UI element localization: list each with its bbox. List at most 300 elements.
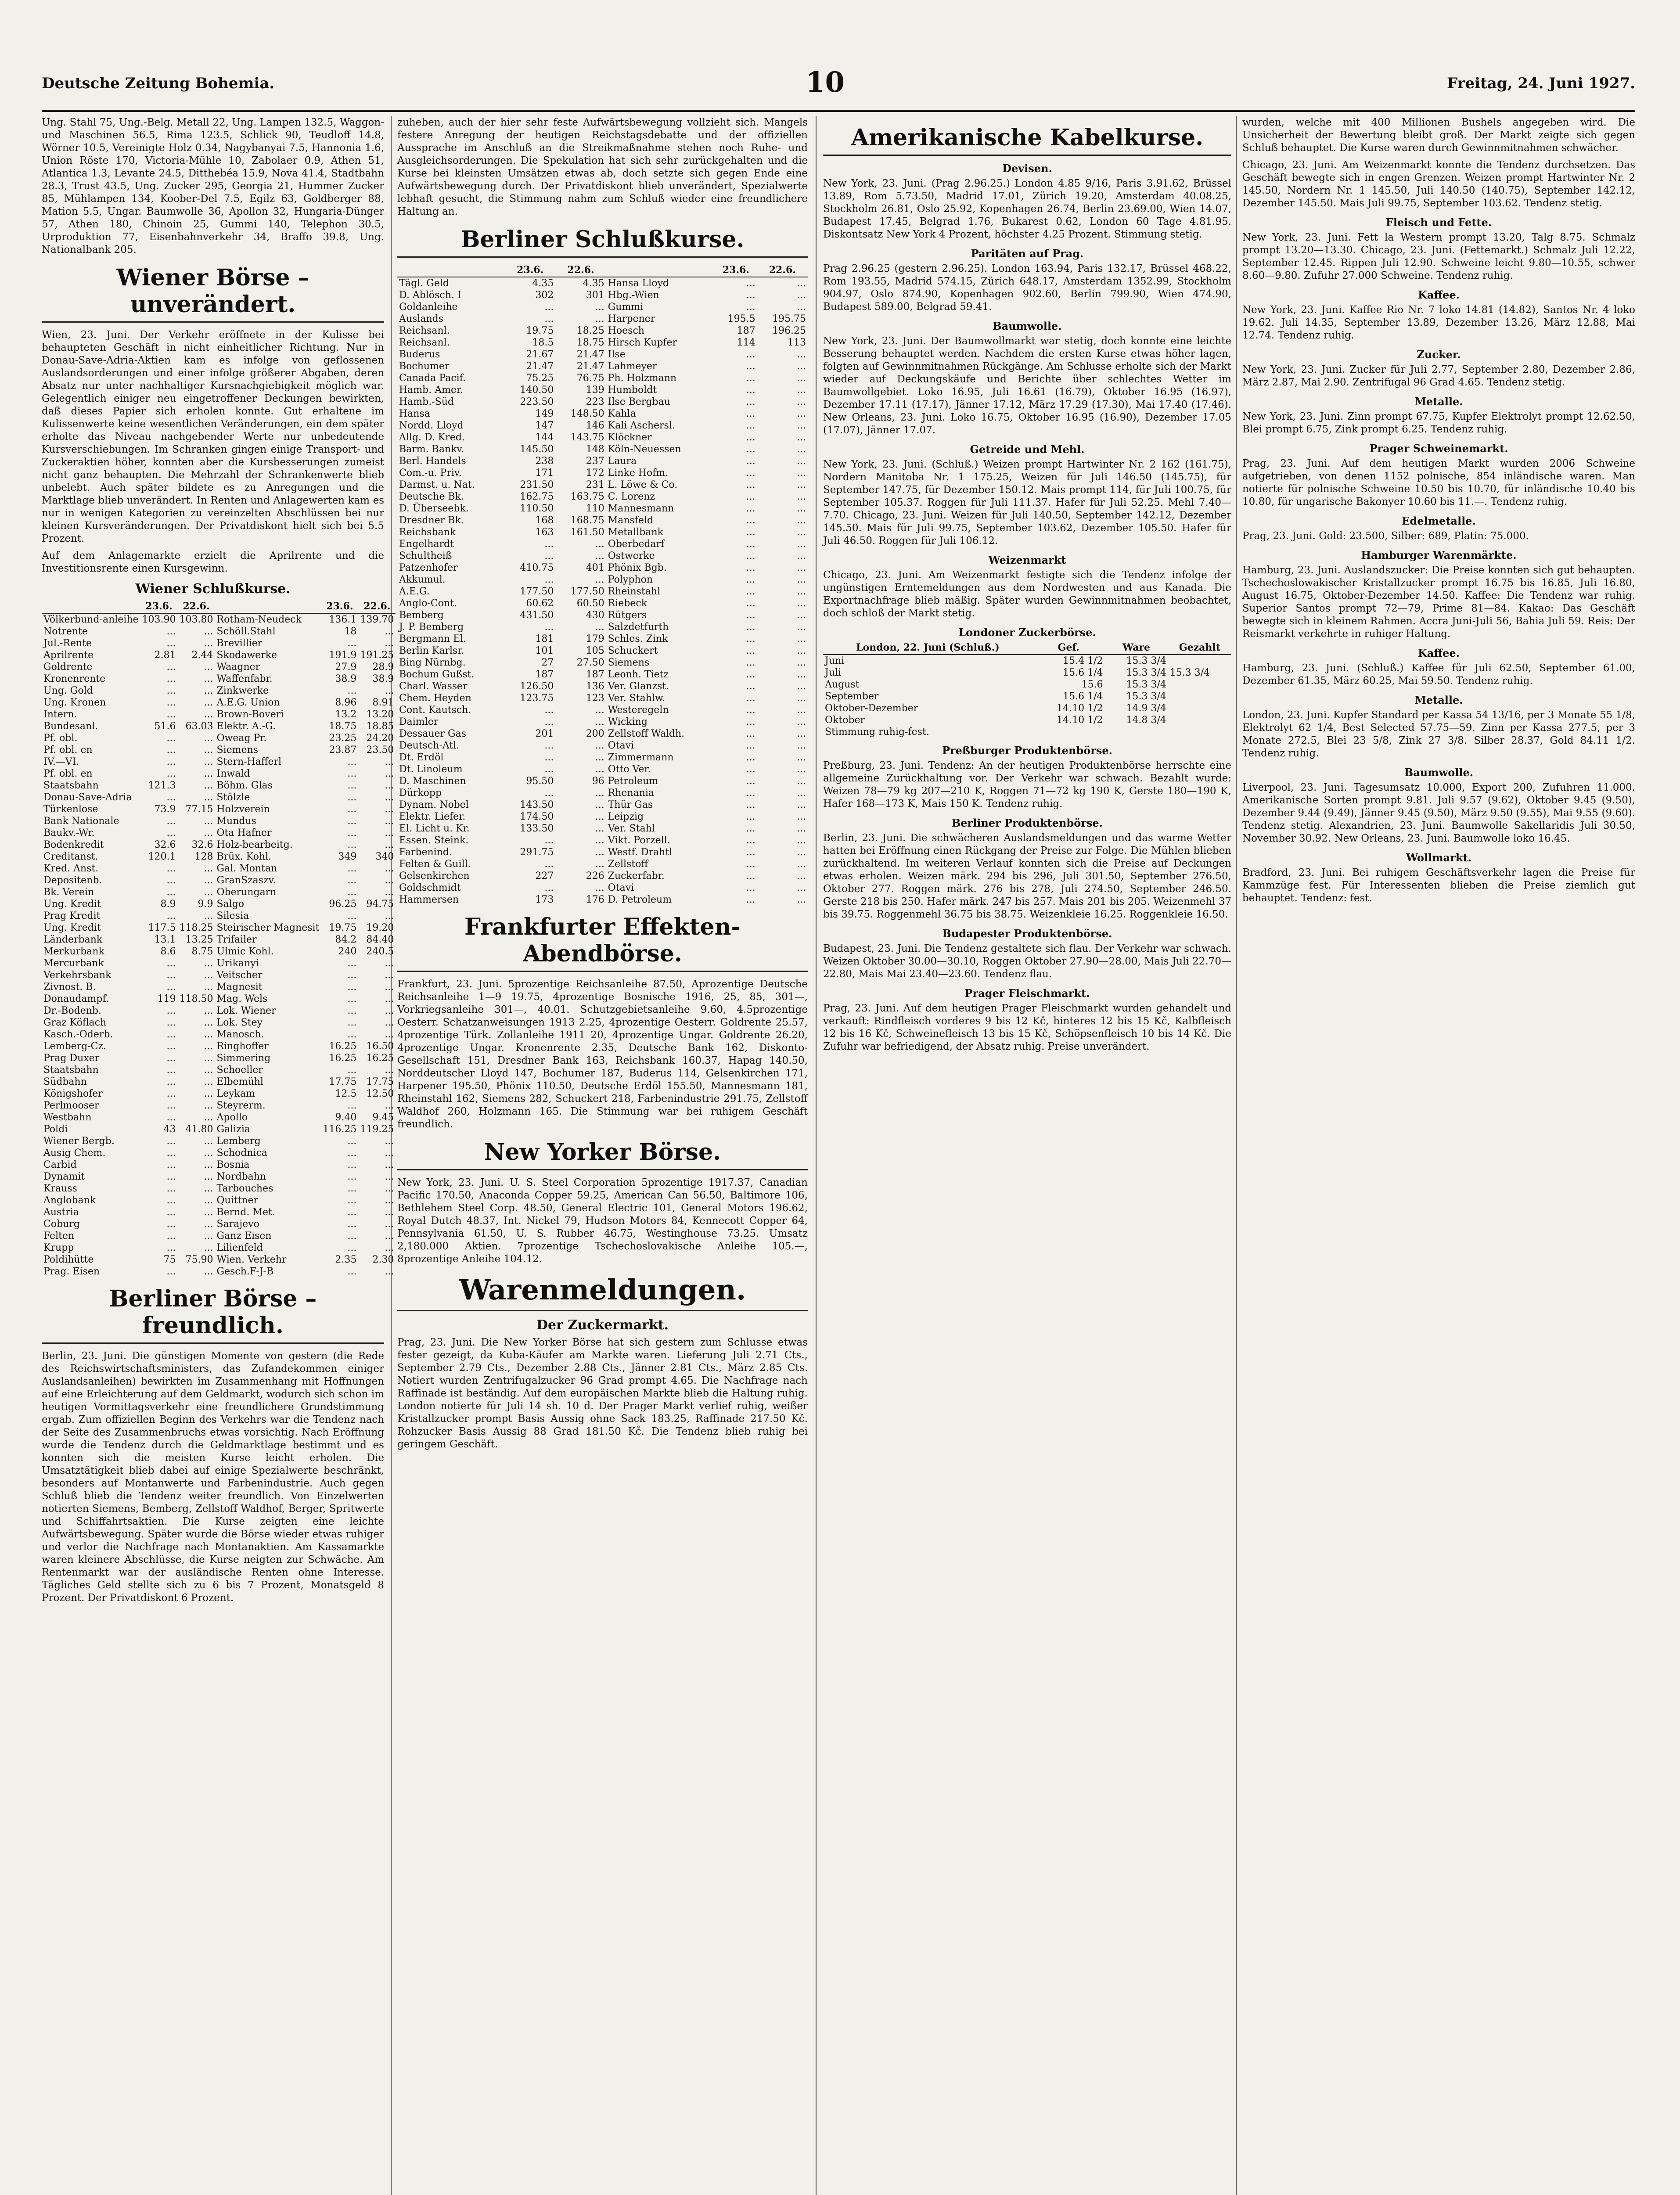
table-cell: 171 [535,468,554,479]
table-cell: 168.75 [570,515,604,526]
table-row [42,969,396,981]
table-cell: Dr.-Bodenb. [43,1005,101,1016]
table-cell: Schöll.Stahl [216,626,276,637]
table-row [42,1064,396,1076]
table-cell: Schuckert [608,645,658,656]
table-cell: L. Löwe & Co. [608,479,678,490]
table-cell: ... [166,1219,176,1230]
table-cell: 18.85 [366,721,394,732]
table-row [397,621,808,633]
table-cell: Verkehrsbank [43,970,112,981]
table-cell: 145.50 [520,444,554,455]
table-cell: ... [166,685,176,696]
table-cell: ... [204,1159,213,1170]
table-cell: Thür Gas [608,799,653,810]
table-cell: 226 [586,871,604,882]
table-cell: ... [204,863,213,874]
table-cell: ... [746,302,755,313]
table-cell: Dt. Erdöl [399,752,444,763]
table-row [42,803,396,815]
table-cell: Köln-Neuessen [608,444,681,455]
table-cell: Nordbahn [216,1171,266,1182]
table-cell: Schodnica [216,1148,268,1159]
table-cell: ... [746,290,755,301]
table-cell: ... [746,669,755,680]
table-cell: ... [204,685,213,696]
amerikanische-kabelkurse-heading: Amerikanische Kabelkurse. [823,124,1231,156]
column-rule [816,116,817,2195]
table-cell: ... [204,733,213,744]
table-cell: 15.3 3/4 [1169,667,1210,678]
table-cell: Elektr. Liefer. [399,811,466,822]
table-cell: ... [166,1088,176,1099]
table-cell: Gummi [608,302,644,313]
table-cell: ... [347,1207,357,1218]
table-row [397,337,808,349]
table-cell: Perlmooser [43,1100,99,1111]
table-cell: ... [385,1231,394,1241]
table-cell: ... [544,882,554,893]
table-cell: Schoeller [216,1065,263,1076]
table-cell: 172 [586,468,604,479]
table-cell: ... [166,1100,176,1111]
table-cell: ... [204,1112,213,1123]
table-cell: ... [797,894,806,905]
table-cell: ... [595,799,604,810]
table-cell: ... [595,859,604,870]
table-cell: Oberungarn [216,887,277,898]
paritaeten-heading: Paritäten auf Prag. [971,247,1084,260]
table-cell: ... [746,847,755,858]
berliner-boerse-headline: Berliner Börse – freundlich. [42,1285,384,1344]
table-cell: ... [385,875,394,886]
table-cell: ... [544,302,554,313]
table-cell: ... [746,811,755,822]
table-cell: Goldanleihe [399,302,458,313]
table-row [42,1183,396,1195]
table-cell: ... [166,1005,176,1016]
table-cell: ... [204,1195,213,1206]
table-row [397,313,808,325]
table-cell: ... [166,875,176,886]
table-cell: 162.75 [520,491,554,502]
table-cell: ... [204,1171,213,1182]
table-cell: Westeregeln [608,705,669,716]
kaffee-heading: Kaffee. [1417,288,1460,301]
table-cell: ... [385,1136,394,1147]
table-cell: ... [204,1088,213,1099]
table-cell: 96 [592,776,604,787]
table-cell: Salzdetfurth [608,622,669,633]
table-cell: ... [746,859,755,870]
table-cell: ... [347,1171,357,1182]
table-cell: ... [797,645,806,656]
table-cell: Ph. Holzmann [608,373,677,384]
londoner-zucker-col-header: Ware [1105,641,1168,655]
table-cell: Magnesit [216,982,263,993]
wollmarkt-report: Bradford, 23. Juni. Bei ruhigem Geschäftsverkehr lagen die Preise für Kammzüge fest. Für Interessenten blieben die Preise ziemlich gut behauptet. Tendenz: fest. [1242,867,1635,904]
column-2 [397,116,808,2195]
table-cell: 147 [535,420,554,431]
wiener-schlusskurse-heading: Wiener Schlußkurse. [135,581,291,597]
table-cell: Oberbedarf [608,539,665,550]
table-cell: 139.70 [360,614,394,625]
table-cell: ... [746,633,755,644]
table-cell: 8.9 [160,899,176,910]
londoner-zucker-table [823,641,1231,738]
table-cell: 27.9 [335,662,357,673]
table-row [42,981,396,993]
table-cell: 291.75 [520,847,554,858]
frankfurter-abendboerse-report: Frankfurt, 23. Juni. 5prozentige Reichsanleihe 87.50, Aprozentige Deutsche Reichsanleihe 1—9 19.75, 4prozentige Bosnische 1916, 25, 85, 301—, Vorkriegsanleihe 301—, 40.01. Schutzgebietsanleihe 9.60, 4.5prozentige Oesterr. Schatzanweisungen 1913 2.25, 4prozentige Oesterr. Goldrente 25.57, 4prozentige Türk. Zollanleihe 1911 20, 4prozentige Ungar. Goldrente 26.20, 4prozentige Ungar. Kronenrente 2.35, Deutsche Bank 162, Diskonto-Gesellschaft 151, Dresdner Bank 163, Reichsbank 160.37, Hapag 140.50, Norddeutscher Lloyd 147, Bochumer 187, Buderus 114, Gelsenkirchen 171, Harpener 195.50, Phönix 110.50, Deutsche Erdöl 155.50, Mannesmann 181, Rheinstahl 162, Siemens 282, Schuckert 218, Farbenindustrie 291.75, Zellstoff Waldhof 260, Holzmann 165. Die Stimmung war bei ruhigem Geschäft freundlich. [397,979,808,1130]
table-cell [1168,714,1231,726]
table-cell: Veitscher [216,970,263,981]
table-cell: ... [166,828,176,838]
table-cell: ... [204,638,213,649]
table-cell: Kasch.-Oderb. [43,1029,113,1040]
table-cell: Mannesmann [608,503,674,514]
table-cell: Siemens [608,657,650,668]
table-cell: ... [385,958,394,969]
table-cell: ... [544,705,554,716]
table-cell: El. Licht u. Kr. [399,823,470,834]
table-cell: Leipzig [608,811,644,822]
table-cell: ... [797,610,806,621]
table-row [397,704,808,716]
table-cell: 23.87 [329,745,357,756]
table-cell: Bing Nürnbg. [399,657,466,668]
table-row [397,870,808,882]
table-cell: ... [166,1053,176,1064]
table-cell: Ung. Kronen [43,697,106,708]
table-cell: ... [746,468,755,479]
table-cell: ... [746,598,755,609]
table-cell: Dynamit [43,1171,85,1182]
table-cell: Barm. Bankv. [399,444,464,455]
wiener-schlusskurse-col-header: 22.6. [178,600,215,613]
masthead [42,66,1635,112]
table-cell: ... [797,847,806,858]
metalle-report: New York, 23. Juni. Zinn prompt 67.75, Kupfer Elektrolyt prompt 12.62.50, Blei prompt 6.75, Zink prompt 6.25. Tendenz ruhig. [1242,411,1635,435]
table-cell: 18.75 [329,721,357,732]
table-cell: D. Überseebk. [399,503,469,514]
table-cell: ... [166,887,176,898]
table-cell: ... [204,780,213,791]
prager-schweinemarkt-heading: Prager Schweinemarkt. [1369,442,1508,455]
table-cell: ... [166,1207,176,1218]
table-cell: ... [595,823,604,834]
table-cell: Pf. obl. en [43,768,93,779]
table-cell: ... [204,828,213,838]
table-row [42,946,396,957]
table-cell: 240.5 [366,946,394,957]
table-cell: ... [797,278,806,289]
table-row [397,597,808,609]
table-cell: 15.3 3/4 [1126,691,1166,702]
table-cell: ... [385,768,394,779]
table-cell: Bodenkredit [43,839,104,850]
table-cell: 15.3 3/4 [1126,667,1166,678]
table-cell: Zellstoff [608,859,648,870]
table-cell: Carbid [43,1159,77,1170]
masthead-page-number: 10 [806,66,845,99]
pressburger-produktenboerse-report: Preßburg, 23. Juni. Tendenz: An der heutigen Produktenbörse herrschte eine allgemeine Zurückhaltung vor. Der Verkehr war schwach. Bezahlt wurde: Weizen 78—79 kg 207—210 K, Roggen 71—72 kg 190 K, Gerste 180—190 K, Hafer 168—173 K, Mais 150 K. Tendenz ruhig. [823,760,1231,810]
berliner-schlusskurse-col-header: 23.6. [505,264,555,277]
table-cell: 32.6 [154,839,176,850]
table-row [42,626,396,637]
table-row [823,679,1231,691]
baumwolle-heading: Baumwolle. [993,320,1062,332]
table-cell: 143.50 [520,799,554,810]
table-cell: 2.35 [335,1254,357,1265]
londoner-zuckerboerse-heading: Londoner Zuckerbörse. [958,626,1096,639]
table-cell: Reichsbank [399,527,456,538]
table-cell: 149 [535,408,554,419]
table-cell: Austria [43,1207,79,1218]
table-cell: ... [797,290,806,301]
table-cell: Aprilrente [43,650,94,661]
table-cell: ... [204,982,213,993]
table-cell: Skodawerke [216,650,277,661]
table-cell: 24.20 [366,733,394,744]
table-cell: ... [166,1171,176,1182]
table-cell: 21.47 [576,361,604,372]
table-cell: Simmering [216,1053,271,1064]
table-cell: 191.9 [329,650,357,661]
table-row [397,491,808,503]
edelmetalle-report: Prag, 23. Juni. Gold: 23.500, Silber: 689, Platin: 75.000. [1242,530,1529,542]
wiener-boerse-report: Wien, 23. Juni. Der Verkehr eröffnete in der Kulisse bei behaupteten Geschäft in nicht einheitlicher Richtung. Nur in Donau-Save-Adria-Aktien kam es infolge von geflossenen Auslandsorderungen und einer infolge größerer Abgaben, deren Absatz nur unter nachhaltiger Kursnachgiebigkeit möglich war. Gelegentlich einiger neu eingetroffener Deckungen bewirkten, daß dieses Papier sich erholen konnte. Gut erhaltene im Kulissenwerte keine wesentlichen Veränderungen, ein dem später erholte das Niveau nachgebender Werte nur unbedeutende Kursverschiebungen. Im Schranken gingen einige Transport- und Zuckeraktien höher, konnten aber die Kursbesserungen zumeist nicht ganz behaupten. Die Mehrzahl der Schrankenwerte blieb unbelebt. Auch später bildete es zu Anregungen und die Marktlage blieb unverändert. In Renten und Anlagewerten kam es nur in wenigen Kategorien zu vereinzelten Abschlüssen bei nur kleinen Kursveränderungen. Der Privatdiskont hielt sich bei 5.5 Prozent. [42,329,384,544]
table-cell: Rhenania [608,788,655,799]
table-cell: Lemberg-Cz. [43,1041,107,1052]
table-row [823,667,1231,679]
table-cell: Dynam. Nobel [399,799,469,810]
table-cell: 410.75 [520,562,554,573]
table-cell: IV.—VI. [43,756,79,767]
table-cell: 38.9 [335,673,357,684]
table-cell: ... [544,835,554,846]
table-cell: 16.25 [329,1053,357,1064]
table-cell: 196.25 [772,325,806,336]
table-cell: ... [347,1065,357,1076]
table-cell: Akkumul. [399,574,446,585]
table-cell: ... [204,1100,213,1111]
table-cell: 120.1 [148,851,176,862]
berliner-schlusskurse-col-header: 22.6. [757,264,808,277]
table-cell: ... [746,361,755,372]
table-cell: ... [544,764,554,775]
table-cell: ... [797,669,806,680]
table-cell: ... [385,839,394,850]
table-row [397,526,808,538]
table-cell: Bemberg [399,610,444,621]
table-cell: Poldihütte [43,1254,94,1265]
table-row [397,882,808,894]
table-cell: ... [797,752,806,763]
table-row [397,775,808,787]
table-cell: Oweag Pr. [216,733,267,744]
table-cell: 8.96 [335,697,357,708]
table-cell: ... [347,982,357,993]
table-cell: Felten [43,1231,75,1241]
table-cell: ... [544,313,554,324]
table-cell: ... [166,1065,176,1076]
table-cell: Ilse [608,349,626,360]
table-cell: ... [544,752,554,763]
table-cell: Dessauer Gas [399,728,467,739]
table-row [42,1218,396,1230]
table-cell: Hirsch Kupfer [608,337,677,348]
budapester-produktenboerse-heading: Budapester Produktenbörse. [942,927,1112,940]
table-cell: 2.30 [372,1254,394,1265]
table-cell: Charl. Wasser [399,681,468,692]
table-cell: 84.40 [366,934,394,945]
table-cell: ... [746,681,755,692]
table-cell: ... [204,1148,213,1159]
table-cell: Staatsbahn [43,780,99,791]
table-cell: 181 [535,633,554,644]
table-cell: 2.44 [191,650,213,661]
table-cell: ... [797,527,806,538]
table-cell: 136.1 [329,614,357,625]
table-cell: ... [166,1159,176,1170]
table-cell: ... [595,882,604,893]
table-cell: ... [347,768,357,779]
table-cell: Ung. Kredit [43,899,101,910]
table-row [397,680,808,692]
table-cell: Kahla [608,408,636,419]
table-cell: Buderus [399,349,440,360]
table-cell: ... [385,626,394,637]
table-cell: 105 [586,645,604,656]
table-cell: Ganz Eisen [216,1231,272,1241]
wiener-schlusskurse-table [42,600,396,1277]
table-cell: 144 [535,432,554,443]
table-cell: ... [204,1005,213,1016]
table-cell: ... [797,396,806,407]
table-cell: Stern-Hafferl [216,756,282,767]
table-cell: ... [385,1183,394,1194]
table-cell: ... [347,1242,357,1253]
table-cell: ... [544,740,554,751]
table-cell: 14.10 1/2 [1057,715,1103,726]
table-cell: ... [385,910,394,921]
table-cell: ... [204,1041,213,1052]
table-cell: 191.25 [360,650,394,661]
table-row [397,360,808,372]
budapester-produktenboerse-report: Budapest, 23. Juni. Die Tendenz gestaltete sich flau. Der Verkehr war schwach. Weizen Oktober 30.00—30.10, Roggen Oktober 27.90—28.00, Mais Juli 22.70—22.80, Mais Mai 23.40—23.60. Tendenz flau. [823,943,1231,980]
zucker-heading: Zucker. [1417,348,1461,361]
table-cell: Westbahn [43,1112,92,1123]
table-cell: Ringhoffer [216,1041,269,1052]
table-row [42,720,396,732]
table-cell: ... [797,871,806,882]
table-row [397,633,808,645]
table-cell: Krauss [43,1183,77,1194]
table-cell: Gesch.F-J-B [216,1266,273,1277]
table-cell: Türkenlose [43,804,98,815]
table-cell: Klöckner [608,432,652,443]
table-cell: ... [347,1219,357,1230]
table-cell: ... [746,349,755,360]
table-cell: Prag. Eisen [43,1266,100,1277]
table-cell [1168,702,1231,714]
table-row [42,1230,396,1242]
table-cell: Baukv.-Wr. [43,828,95,838]
table-row [42,732,396,744]
berliner-produktenboerse-report: Berlin, 23. Juni. Die schwächeren Auslandsmeldungen und das warme Wetter hatten bei Eröffnung einen Rückgang der Preise zur Folge. Die Mühlen blieben zurückhaltend. Im weiteren Verlauf konnten sich die Preise auf Deckungen etwas erholen. Weizen märk. 294 bis 296, Juli 301.50, September 276.50, Oktober 277. Roggen märk. 276 bis 278, Juli 274.50, September 246.50. Gerste 218 bis 250. Hafer märk. 247 bis 257. Mais 201 bis 205. Weizenmehl 37 bis 39.75. Roggenmehl 36.75 bis 38.75. Weizenkleie 16.25. Roggenkleie 16.50. [823,832,1231,920]
table-cell: Brevillier [216,638,263,649]
table-cell: ... [797,776,806,787]
table-cell: ... [166,816,176,827]
table-cell: ... [347,958,357,969]
table-row [42,1076,396,1088]
table-row [42,1052,396,1064]
table-cell: 140.50 [520,385,554,396]
table-cell: 231 [586,479,604,490]
table-row [42,934,396,946]
wiener-schlusskurse-col-header [42,600,140,613]
table-cell: ... [166,1017,176,1028]
table-cell: Com.-u. Priv. [399,468,462,479]
table-cell: 15.6 1/4 [1063,691,1103,702]
table-cell: 177.50 [570,586,604,597]
table-cell: 163 [535,527,554,538]
table-cell: ... [385,1148,394,1159]
table-cell: Cont. Kautsch. [399,705,471,716]
table-cell: ... [347,993,357,1004]
table-cell: Zellstoff Waldh. [608,728,685,739]
table-cell: ... [347,875,357,886]
metalle-london-report: London, 23. Juni. Kupfer Standard per Kassa 54 13/16, per 3 Monate 55 1/8, Elektrolyt 62 1/4, Best Selected 57.75—59. Zinn per Kassa 277.5, per 3 Monate 272.5, Blei 23 5/8, Zink 27 3/8. Silber 28.37, Gold 84.11 1/2. Tendenz ruhig. [1242,709,1635,759]
table-cell: 179 [586,633,604,644]
table-cell: D. Ablösch. I [399,290,461,301]
devisen-report: New York, 23. Juni. (Prag 2.96.25.) London 4.85 9/16, Paris 3.91.62, Brüssel 13.89, Rom 5.73.50, Madrid 17.01, Zürich 19.20, Amsterdam 40.08.25, Stockholm 26.81, Oslo 25.92, Kopenhagen 26.74, Berlin 23.69.00, Wien 14.07, Budapest 17.45, Belgrad 1.76, Bukarest 0.62, London 60 Tage 4.81.95. Diskontsatz New York 4 Prozent, höchster 4.25 Prozent. Stimmung stetig. [823,178,1231,240]
table-cell: ... [746,408,755,419]
table-cell: Juni [825,655,845,666]
table-cell: ... [385,1005,394,1016]
table-row [397,372,808,384]
table-cell: ... [204,958,213,969]
table-cell: Lemberg [216,1136,261,1147]
table-row [42,756,396,768]
berliner-produktenboerse-heading: Berliner Produktenbörse. [951,817,1103,829]
table-row [397,396,808,408]
table-row [397,609,808,621]
table-cell: Siemens [216,745,258,756]
table-cell: ... [166,1148,176,1159]
warenmeldungen-heading: Warenmeldungen. [397,1274,808,1311]
table-cell: ... [385,1242,394,1253]
table-cell: ... [595,764,604,775]
table-cell: 116.25 [323,1124,357,1135]
table-row [397,846,808,858]
table-cell: ... [797,693,806,704]
table-cell: ... [797,574,806,585]
table-cell [1032,726,1105,738]
table-row [42,1159,396,1171]
table-cell: Brown-Boveri [216,709,284,720]
table-cell: ... [204,887,213,898]
table-cell: ... [385,887,394,898]
table-cell: ... [385,1207,394,1218]
table-cell: 76.75 [576,373,604,384]
table-cell: 174.50 [520,811,554,822]
table-cell: Elektr. A.-G. [216,721,276,732]
table-cell: 110.50 [520,503,554,514]
table-cell: Ota Hafner [216,828,272,838]
table-cell: ... [166,1231,176,1241]
